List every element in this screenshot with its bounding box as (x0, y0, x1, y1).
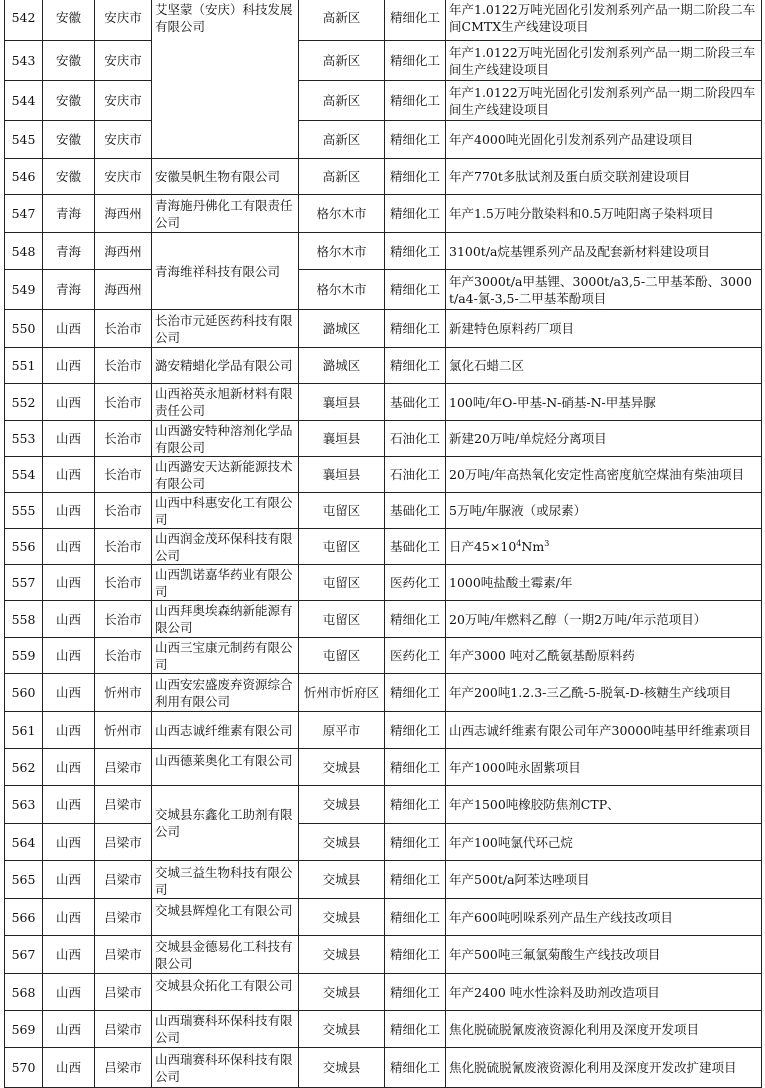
province-cell: 安徽 (43, 159, 95, 195)
industry-cell: 精细化工 (385, 195, 446, 233)
company-cell: 山西潞安特种溶剂化学品有限公司 (152, 421, 299, 457)
row-number: 545 (5, 121, 43, 159)
row-number: 562 (5, 749, 43, 786)
province-cell: 山西 (43, 457, 95, 493)
row-number: 551 (5, 348, 43, 384)
city-cell: 安庆市 (95, 81, 152, 121)
city-cell: 吕梁市 (95, 861, 152, 899)
area-cell: 屯留区 (299, 529, 385, 565)
industry-cell: 精细化工 (385, 233, 446, 270)
table-row (5, 384, 762, 421)
city-cell: 长治市 (95, 493, 152, 529)
project-cell: 年产600吨吲哚系列产品生产线技改项目 (446, 899, 762, 936)
city-cell: 吕梁市 (95, 749, 152, 786)
city-cell: 海西州 (95, 195, 152, 233)
company-cell: 山西拜奥埃森纳新能源有限公司 (152, 601, 299, 638)
industry-cell: 精细化工 (385, 121, 446, 159)
province-cell: 山西 (43, 974, 95, 1011)
company-cell: 青海维祥科技有限公司 (152, 233, 299, 310)
row-number: 561 (5, 712, 43, 749)
row-number: 567 (5, 936, 43, 974)
area-cell: 交城县 (299, 861, 385, 899)
project-cell: 年产200吨1.2.3-三乙酰-5-脱氧-D-核糖生产线项目 (446, 674, 762, 712)
project-text: 日产45×10 (449, 539, 517, 554)
area-cell: 格尔木市 (299, 270, 385, 310)
table-row (5, 0, 762, 41)
table-row (5, 270, 762, 310)
company-cell: 山西裕英永旭新材料有限责任公司 (152, 384, 299, 421)
table-row (5, 195, 762, 233)
city-cell: 吕梁市 (95, 1011, 152, 1048)
table-row (5, 674, 762, 712)
city-cell: 海西州 (95, 270, 152, 310)
area-cell: 交城县 (299, 824, 385, 861)
city-cell: 吕梁市 (95, 899, 152, 936)
table-row (5, 601, 762, 638)
province-cell: 山西 (43, 384, 95, 421)
project-cell: 年产3000t/a甲基锂、3000t/a3,5-二甲基苯酚、3000t/a4-氯-3,5-二甲基苯酚项目 (446, 270, 762, 310)
table-row (5, 493, 762, 529)
project-cell: 焦化脱硫脱氰废液资源化利用及深度开发项目 (446, 1011, 762, 1048)
area-cell: 交城县 (299, 786, 385, 824)
city-cell: 安庆市 (95, 0, 152, 41)
row-number: 552 (5, 384, 43, 421)
industry-cell: 精细化工 (385, 899, 446, 936)
row-number: 569 (5, 1011, 43, 1048)
industry-cell: 精细化工 (385, 0, 446, 41)
industry-cell: 精细化工 (385, 81, 446, 121)
area-cell: 忻州市忻府区 (299, 674, 385, 712)
row-number: 557 (5, 565, 43, 601)
table-row (5, 749, 762, 786)
table-row (5, 824, 762, 861)
industry-cell: 精细化工 (385, 674, 446, 712)
row-number: 558 (5, 601, 43, 638)
company-cell: 山西中科惠安化工有限公司 (152, 493, 299, 529)
area-cell: 原平市 (299, 712, 385, 749)
industry-cell: 医药化工 (385, 565, 446, 601)
province-cell: 山西 (43, 601, 95, 638)
project-cell: 20万吨/年高热氧化安定性高密度航空煤油有柴油项目 (446, 457, 762, 493)
province-cell: 山西 (43, 936, 95, 974)
city-cell: 忻州市 (95, 674, 152, 712)
row-number: 548 (5, 233, 43, 270)
company-cell: 山西瑞赛科环保科技有限公司 (152, 1048, 299, 1088)
industry-cell: 医药化工 (385, 638, 446, 674)
company-cell: 山西志诚纤维素有限公司 (152, 712, 299, 749)
project-cell: 新建20万吨/单烷烃分离项目 (446, 421, 762, 457)
project-cell: 年产770t多肽试剂及蛋白质交联剂建设项目 (446, 159, 762, 195)
project-cell: 年产100吨氯代环己烷 (446, 824, 762, 861)
area-cell: 交城县 (299, 1011, 385, 1048)
row-number: 556 (5, 529, 43, 565)
row-number: 547 (5, 195, 43, 233)
project-cell: 年产1.0122万吨光固化引发剂系列产品一期二阶段四车间生产线建设项目 (446, 81, 762, 121)
company-cell: 艾坚蒙（安庆）科技发展有限公司 (152, 0, 299, 159)
project-table (4, 0, 762, 1088)
area-cell: 襄垣县 (299, 421, 385, 457)
table-row (5, 565, 762, 601)
industry-cell: 精细化工 (385, 41, 446, 81)
project-cell: 年产3000 吨对乙酰氨基酚原料药 (446, 638, 762, 674)
table-row (5, 310, 762, 348)
area-cell: 交城县 (299, 1048, 385, 1088)
table-row (5, 786, 762, 824)
superscript: 3 (544, 538, 550, 548)
province-cell: 山西 (43, 712, 95, 749)
row-number: 543 (5, 41, 43, 81)
area-cell: 屯留区 (299, 638, 385, 674)
province-cell: 安徽 (43, 81, 95, 121)
row-number: 560 (5, 674, 43, 712)
city-cell: 长治市 (95, 310, 152, 348)
table-row (5, 81, 762, 121)
row-number: 549 (5, 270, 43, 310)
row-number: 566 (5, 899, 43, 936)
province-cell: 山西 (43, 1048, 95, 1088)
province-cell: 山西 (43, 899, 95, 936)
row-number: 544 (5, 81, 43, 121)
industry-cell: 精细化工 (385, 936, 446, 974)
city-cell: 吕梁市 (95, 824, 152, 861)
area-cell: 襄垣县 (299, 457, 385, 493)
project-cell (446, 529, 762, 565)
city-cell: 安庆市 (95, 159, 152, 195)
province-cell: 安徽 (43, 0, 95, 41)
city-cell: 长治市 (95, 529, 152, 565)
city-cell: 吕梁市 (95, 786, 152, 824)
city-cell: 长治市 (95, 565, 152, 601)
city-cell: 安庆市 (95, 41, 152, 81)
province-cell: 山西 (43, 638, 95, 674)
area-cell: 高新区 (299, 0, 385, 41)
project-cell: 氯化石蜡二区 (446, 348, 762, 384)
industry-cell: 石油化工 (385, 421, 446, 457)
row-number: 568 (5, 974, 43, 1011)
area-cell: 交城县 (299, 749, 385, 786)
industry-cell: 石油化工 (385, 457, 446, 493)
row-number: 555 (5, 493, 43, 529)
province-cell: 山西 (43, 529, 95, 565)
area-cell: 格尔木市 (299, 233, 385, 270)
table-row (5, 936, 762, 974)
province-cell: 山西 (43, 310, 95, 348)
industry-cell: 基础化工 (385, 384, 446, 421)
table-row (5, 529, 762, 565)
province-cell: 安徽 (43, 121, 95, 159)
company-cell: 青海施丹佛化工有限责任公司 (152, 195, 299, 233)
industry-cell: 精细化工 (385, 1011, 446, 1048)
company-cell: 交城县辉煌化工有限公司 (152, 899, 299, 936)
table-row (5, 899, 762, 936)
project-cell: 5万吨/年脲液（或尿素） (446, 493, 762, 529)
project-unit: Nm (521, 539, 545, 554)
city-cell: 长治市 (95, 421, 152, 457)
table-row (5, 1011, 762, 1048)
table-row (5, 121, 762, 159)
area-cell: 襄垣县 (299, 384, 385, 421)
table-row (5, 638, 762, 674)
project-cell: 100吨/年O-甲基-N-硝基-N-甲基异脲 (446, 384, 762, 421)
project-cell: 3100t/a烷基锂系列产品及配套新材料建设项目 (446, 233, 762, 270)
table-row (5, 41, 762, 81)
row-number: 570 (5, 1048, 43, 1088)
area-cell: 交城县 (299, 936, 385, 974)
city-cell: 吕梁市 (95, 974, 152, 1011)
province-cell: 安徽 (43, 41, 95, 81)
company-cell: 交城县众拓化工有限公司 (152, 974, 299, 1011)
province-cell: 山西 (43, 493, 95, 529)
city-cell: 长治市 (95, 348, 152, 384)
area-cell: 高新区 (299, 159, 385, 195)
table-row (5, 159, 762, 195)
industry-cell: 精细化工 (385, 824, 446, 861)
industry-cell: 精细化工 (385, 270, 446, 310)
city-cell: 忻州市 (95, 712, 152, 749)
city-cell: 安庆市 (95, 121, 152, 159)
table-row (5, 974, 762, 1011)
project-cell: 新建特色原料药厂项目 (446, 310, 762, 348)
industry-cell: 精细化工 (385, 601, 446, 638)
industry-cell: 精细化工 (385, 159, 446, 195)
company-cell: 交城县东鑫化工助剂有限公司 (152, 786, 299, 861)
province-cell: 山西 (43, 674, 95, 712)
area-cell: 高新区 (299, 41, 385, 81)
area-cell: 屯留区 (299, 493, 385, 529)
project-cell: 山西志诚纤维素有限公司年产30000吨基甲纤维素项目 (446, 712, 762, 749)
row-number: 554 (5, 457, 43, 493)
row-number: 564 (5, 824, 43, 861)
city-cell: 吕梁市 (95, 936, 152, 974)
area-cell: 屯留区 (299, 565, 385, 601)
project-cell: 年产1.0122万吨光固化引发剂系列产品一期二阶段三车间生产线建设项目 (446, 41, 762, 81)
company-cell: 山西安宏盛废弃资源综合利用有限公司 (152, 674, 299, 712)
industry-cell: 精细化工 (385, 310, 446, 348)
company-cell: 潞安精蜡化学品有限公司 (152, 348, 299, 384)
row-number: 559 (5, 638, 43, 674)
area-cell: 格尔木市 (299, 195, 385, 233)
table-row (5, 457, 762, 493)
company-cell: 山西润金茂环保科技有限公司 (152, 529, 299, 565)
project-cell: 年产2400 吨水性涂料及助剂改造项目 (446, 974, 762, 1011)
table-row (5, 348, 762, 384)
row-number: 550 (5, 310, 43, 348)
company-cell: 山西潞安天达新能源技术有限公司 (152, 457, 299, 493)
industry-cell: 精细化工 (385, 712, 446, 749)
industry-cell: 精细化工 (385, 974, 446, 1011)
project-cell: 20万吨/年燃料乙醇（一期2万吨/年示范项目） (446, 601, 762, 638)
row-number: 565 (5, 861, 43, 899)
project-cell: 年产1500吨橡胶防焦剂CTP、 (446, 786, 762, 824)
province-cell: 青海 (43, 270, 95, 310)
industry-cell: 精细化工 (385, 861, 446, 899)
city-cell: 长治市 (95, 601, 152, 638)
city-cell: 长治市 (95, 384, 152, 421)
table-row (5, 712, 762, 749)
province-cell: 山西 (43, 861, 95, 899)
project-cell: 年产1.5万吨分散染料和0.5万吨阳离子染料项目 (446, 195, 762, 233)
industry-cell: 精细化工 (385, 348, 446, 384)
row-number: 563 (5, 786, 43, 824)
row-number: 542 (5, 0, 43, 41)
city-cell: 吕梁市 (95, 1048, 152, 1088)
company-cell: 安徽昊帆生物有限公司 (152, 159, 299, 195)
company-cell: 交城三益生物科技有限公司 (152, 861, 299, 899)
table-row (5, 233, 762, 270)
province-cell: 山西 (43, 786, 95, 824)
project-cell: 年产4000吨光固化引发剂系列产品建设项目 (446, 121, 762, 159)
company-cell: 山西瑞赛科环保科技有限公司 (152, 1011, 299, 1048)
province-cell: 山西 (43, 749, 95, 786)
province-cell: 山西 (43, 565, 95, 601)
project-cell: 年产1000吨永固紫项目 (446, 749, 762, 786)
area-cell: 潞城区 (299, 310, 385, 348)
table-row (5, 1048, 762, 1088)
project-cell: 年产1.0122万吨光固化引发剂系列产品一期二阶段二车间CMTX生产线建设项目 (446, 0, 762, 41)
area-cell: 交城县 (299, 974, 385, 1011)
table-row (5, 861, 762, 899)
city-cell: 海西州 (95, 233, 152, 270)
province-cell: 青海 (43, 233, 95, 270)
project-cell: 1000吨盐酸土霉素/年 (446, 565, 762, 601)
industry-cell: 基础化工 (385, 493, 446, 529)
city-cell: 长治市 (95, 457, 152, 493)
industry-cell: 基础化工 (385, 529, 446, 565)
project-cell: 年产500吨三氟氯菊酸生产线技改项目 (446, 936, 762, 974)
province-cell: 山西 (43, 1011, 95, 1048)
province-cell: 青海 (43, 195, 95, 233)
row-number: 546 (5, 159, 43, 195)
company-cell: 交城县金德易化工科技有限公司 (152, 936, 299, 974)
company-cell: 山西三宝康元制药有限公司 (152, 638, 299, 674)
province-cell: 山西 (43, 348, 95, 384)
area-cell: 屯留区 (299, 601, 385, 638)
city-cell: 长治市 (95, 638, 152, 674)
industry-cell: 精细化工 (385, 1048, 446, 1088)
area-cell: 高新区 (299, 81, 385, 121)
industry-cell: 精细化工 (385, 786, 446, 824)
company-cell: 长治市元延医药科技有限公司 (152, 310, 299, 348)
industry-cell: 精细化工 (385, 749, 446, 786)
table-row (5, 421, 762, 457)
area-cell: 潞城区 (299, 348, 385, 384)
area-cell: 交城县 (299, 899, 385, 936)
superscript: 4 (516, 538, 522, 548)
province-cell: 山西 (43, 421, 95, 457)
province-cell: 山西 (43, 824, 95, 861)
company-cell: 山西德莱奥化工有限公司 (152, 749, 299, 786)
row-number: 553 (5, 421, 43, 457)
area-cell: 高新区 (299, 121, 385, 159)
company-cell: 山西凯诺嘉华药业有限公司 (152, 565, 299, 601)
project-cell: 焦化脱硫脱氰废液资源化利用及深度开发改扩建项目 (446, 1048, 762, 1088)
project-cell: 年产500t/a阿苯达唑项目 (446, 861, 762, 899)
